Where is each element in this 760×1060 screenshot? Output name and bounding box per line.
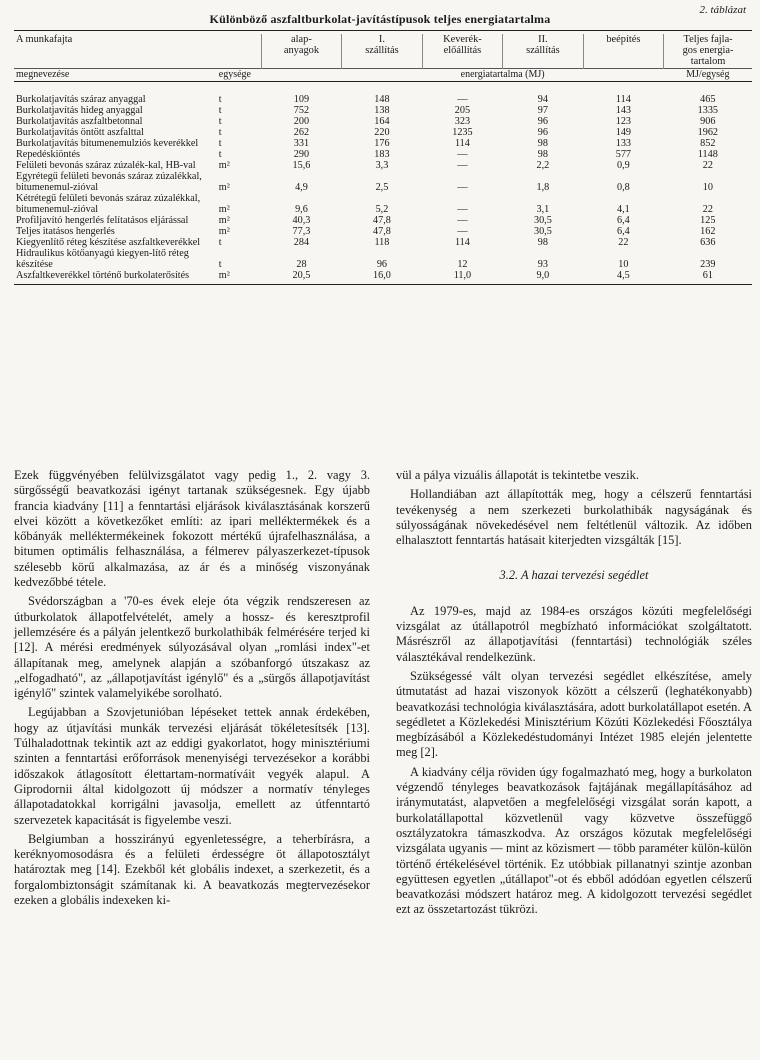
row-transport-1: 2,5 bbox=[375, 182, 389, 193]
row-transport-1: 176 bbox=[374, 138, 390, 149]
row-total-energy: 22 bbox=[702, 204, 713, 215]
row-mix-production: 205 bbox=[454, 105, 471, 116]
row-unit: t bbox=[218, 94, 222, 105]
row-unit: t bbox=[218, 149, 222, 160]
paragraph: Hollandiában azt állapították meg, hogy a célszerű fenntartási tevékenység a nem szerkezeti burkolathibák nagyságának és súlyosságának növekedésével nem feltétlenül változik. Az időben elhalasztott fenntartás hatásait kiterjedten vizsgálták [15]. bbox=[396, 487, 752, 548]
paragraph: Ezek függvényében felülvizsgálatot vagy pedig 1., 2. vagy 3. sürgősségű beavatkozási igényt tartanak szükségesnek. Egy újabb francia kiadvány [11] a fenntartási eljárások kiválasztásának korszerű elvei között a következőket említi: az ipari melléktermékek és a kőbányák melléktermékeinek fokozott mértékű újrafelhasználása, a bitumen optimális felhasználása, a félmerev pályaszerkezet-típusok szélesebb körű alkalmazása, az ár és a minőség viszonyának kedvezőbbé tétele. bbox=[14, 468, 370, 590]
row-base-materials: 200 bbox=[293, 116, 310, 127]
table-top-rule bbox=[14, 30, 752, 31]
table-number-label: 2. táblázat bbox=[699, 4, 746, 16]
row-mix-production: 1235 bbox=[452, 127, 473, 138]
header-total-energy bbox=[664, 34, 752, 69]
table-body bbox=[14, 82, 752, 285]
row-installation: 6,4 bbox=[617, 215, 630, 226]
row-total-energy: 1335 bbox=[697, 105, 718, 116]
table-row bbox=[14, 116, 752, 127]
row-mix-production: 11,0 bbox=[422, 270, 502, 285]
header-transport-2 bbox=[503, 34, 583, 69]
row-unit: m² bbox=[218, 226, 230, 237]
row-transport-2: 93 bbox=[537, 259, 548, 270]
row-unit: t bbox=[218, 116, 222, 127]
row-base-materials: 20,5 bbox=[261, 270, 341, 285]
table-row bbox=[14, 270, 752, 285]
row-transport-2: 94 bbox=[537, 94, 548, 105]
row-unit: t bbox=[218, 105, 222, 116]
paragraph: Belgiumban a hosszirányú egyenletességre, a teherbírásra, a keréknyomosodásra és a felületi érdességre öt állapotosztályt határoztak meg [14]. Ezekből két globális indexet, a szerkezetit, és a forgalombiztonságit számítanak ki. A beavatkozás megtervezésekor ezeken a globális indexeken ki- bbox=[14, 831, 370, 908]
row-transport-2: 96 bbox=[537, 127, 548, 138]
header-transport-2-text: II. szállítás bbox=[526, 34, 560, 56]
row-mix-production: — bbox=[457, 182, 468, 193]
row-base-materials: 77,3 bbox=[292, 226, 311, 237]
row-mix-production: — bbox=[457, 160, 468, 171]
row-total-energy: 906 bbox=[700, 116, 716, 127]
row-installation: 143 bbox=[615, 105, 632, 116]
table-row bbox=[14, 215, 752, 226]
header-transport-1-text: I. szállítás bbox=[365, 34, 399, 56]
header-installation bbox=[583, 34, 663, 69]
row-transport-2: 98 bbox=[537, 149, 548, 160]
row-mix-production: — bbox=[457, 226, 468, 237]
row-unit: t bbox=[218, 237, 222, 248]
paragraph: Szükségessé vált olyan tervezési segédlet elkészítése, amely útmutatást ad hazai viszonyok között a célszerű (leghatékonyabb) beavatkozási technológia kiválasztására, adott burkolatállapot esetén. A segédletet a Közlekedési Minisztérium Közúti Közlekedési Főosztálya megbízásából a Közlekedéstudományi Intézet 1985 elején jelentette meg [2]. bbox=[396, 668, 752, 760]
row-base-materials: 40,3 bbox=[292, 215, 311, 226]
row-transport-2: 9,0 bbox=[503, 270, 583, 285]
row-base-materials: 4,9 bbox=[295, 182, 308, 193]
header-total-energy-text: Teljes fajla- gos energia- tartalom bbox=[682, 34, 734, 67]
subheader-energy: energiatartalma (MJ) bbox=[342, 69, 664, 82]
row-work-type: Burkolatjavítás aszfaltbetonnal bbox=[16, 116, 143, 127]
row-installation: 149 bbox=[615, 127, 632, 138]
row-transport-1: 16,0 bbox=[342, 270, 422, 285]
row-total-energy: 465 bbox=[700, 94, 716, 105]
row-installation: 22 bbox=[618, 237, 629, 248]
header-work-type: A munkafajta bbox=[16, 34, 73, 45]
row-transport-1: 47,8 bbox=[373, 226, 391, 237]
subheader-name: megnevezése bbox=[14, 69, 217, 82]
row-work-type: Felületi bevonás száraz zúzalék-kal, HB-val bbox=[16, 160, 196, 171]
row-unit: m² bbox=[218, 215, 230, 226]
row-unit: m² bbox=[218, 160, 230, 171]
row-base-materials: 284 bbox=[293, 237, 310, 248]
row-total-energy: 162 bbox=[700, 226, 716, 237]
row-work-type: Repedéskiöntés bbox=[16, 149, 80, 160]
row-work-type: Burkolatjavítás bitumenemulziós keverékkel bbox=[16, 138, 199, 149]
row-unit: t bbox=[218, 127, 222, 138]
row-unit: m² bbox=[218, 204, 230, 215]
table-row bbox=[14, 226, 752, 237]
row-transport-2: 98 bbox=[537, 237, 548, 248]
header-mix-production bbox=[422, 34, 502, 69]
row-transport-2: 98 bbox=[537, 138, 548, 149]
row-base-materials: 262 bbox=[293, 127, 310, 138]
row-mix-production: — bbox=[457, 149, 468, 160]
row-transport-1: 96 bbox=[376, 259, 388, 270]
row-work-type: Aszfaltkeverékkel történő burkolaterősítés bbox=[14, 270, 217, 285]
row-transport-2: 96 bbox=[537, 116, 548, 127]
header-base-materials bbox=[261, 34, 341, 69]
row-transport-1: 148 bbox=[374, 94, 390, 105]
row-base-materials: 15,6 bbox=[292, 160, 311, 171]
row-unit: m² bbox=[218, 182, 230, 193]
row-total-energy: 636 bbox=[700, 237, 716, 248]
paragraph: Legújabban a Szovjetunióban lépéseket tettek annak érdekében, hogy az útjavítási munkák tervezési eljárását tökéletesítsék [13]. Túlhaladottnak tekintik azt az eddigi gyakorlatot, hogy minisztériumi szinten a fenntartási erőforrások menenyiségi tervezésekor a korábbi időszakok átlagosított élettartam-normatíváit vegyék alapul. A Giprodornii által kidolgozott új módszer a normatív tényleges állapotadatokkal korrigálni javasolja, emellett az útfenntartó szervezetek kapacitását is figyelembe veszi. bbox=[14, 705, 370, 827]
row-transport-2: 3,1 bbox=[536, 204, 550, 215]
table-row bbox=[14, 105, 752, 116]
header-base-materials-text: alap- anyagok bbox=[283, 34, 320, 56]
table-row bbox=[14, 149, 752, 160]
row-transport-2: 30,5 bbox=[533, 215, 552, 226]
subheader-unit: egysége bbox=[217, 69, 342, 82]
row-work-type: Teljes itatásos hengerlés bbox=[16, 226, 115, 237]
row-transport-1: 3,3 bbox=[375, 160, 389, 171]
row-transport-2: 2,2 bbox=[536, 160, 550, 171]
row-transport-1: 47,8 bbox=[373, 215, 391, 226]
row-total-energy: 1148 bbox=[697, 149, 718, 160]
energy-content-table bbox=[14, 34, 752, 285]
table-title: Különböző aszfaltburkolat-javítástípusok teljes energiatartalma bbox=[209, 12, 551, 26]
row-installation: 133 bbox=[615, 138, 632, 149]
row-total-energy: 239 bbox=[700, 259, 716, 270]
header-transport-1 bbox=[342, 34, 422, 69]
row-total-energy: 852 bbox=[700, 138, 716, 149]
row-transport-1: 118 bbox=[374, 237, 390, 248]
row-work-type: Burkolatjavítás hideg anyaggal bbox=[16, 105, 143, 116]
row-transport-2: 1,8 bbox=[536, 182, 550, 193]
row-transport-1: 138 bbox=[374, 105, 390, 116]
table-row bbox=[14, 160, 752, 171]
row-base-materials: 290 bbox=[293, 149, 310, 160]
paragraph: A kiadvány célja röviden úgy fogalmazható meg, hogy a burkolaton végzendő tényleges beavatkozások fajtájának megállapításához ad iránymutatást, alapvetően a megfelelőségi vizsgálat során kapott, a burkolatállapottal közvetlenül vagy közvetve összefüggő osztályzatokra támaszkodva. Az országos közutak megfelelőségi vizsgálata ugyanis — mint az közismert — több paraméter külön-külön történő értékelésével történik. Ez utóbbiak pillanatnyi szintje azonban együttesen egyetlen „útállapot"-ot és ebből adódóan egyetlen célszerű beavatkozási módszert határoz meg. A kidolgozott tervezési segédlet ezt az összetartozást tükrözi. bbox=[396, 764, 752, 917]
row-installation: 123 bbox=[615, 116, 632, 127]
table-row bbox=[14, 237, 752, 248]
header-unit-blank bbox=[217, 34, 261, 69]
row-work-type: Egyrétegű felületi bevonás száraz zúzalékkal, bitumenemul-zióval bbox=[16, 171, 202, 193]
row-unit: m² bbox=[217, 270, 261, 285]
row-work-type: Burkolatjavítás száraz anyaggal bbox=[16, 94, 146, 105]
paragraph: Az 1979-es, majd az 1984-es országos közúti megfelelőségi vizsgálat az útállapotról megbízható információkat szolgáltatott. Másrészről az állapotjavítási (fenntartási) technológiák széles választékával rendelkezünk. bbox=[396, 603, 752, 664]
table-row bbox=[14, 94, 752, 105]
row-total-energy: 61 bbox=[664, 270, 752, 285]
left-text-column bbox=[14, 468, 370, 912]
row-mix-production: — bbox=[457, 215, 468, 226]
row-total-energy: 1962 bbox=[697, 127, 718, 138]
row-installation: 0,9 bbox=[617, 160, 630, 171]
row-mix-production: 323 bbox=[454, 116, 471, 127]
row-mix-production: — bbox=[457, 94, 468, 105]
right-text-column bbox=[396, 468, 752, 922]
header-installation-text: beépítés bbox=[606, 34, 641, 45]
row-work-type: Profiljavító hengerlés felítatásos eljárással bbox=[16, 215, 189, 226]
row-transport-1: 5,2 bbox=[375, 204, 389, 215]
header-mix-production-text: Keverék- előállítás bbox=[443, 34, 482, 56]
row-unit: t bbox=[218, 259, 222, 270]
row-work-type: Kétrétegű felületi bevonás száraz zúzalékkal, bitumenemul-zióval bbox=[16, 193, 201, 215]
row-work-type: Hidraulikus kötőanyagú kiegyen-lítő réteg készítése bbox=[16, 248, 189, 270]
row-transport-1: 164 bbox=[374, 116, 390, 127]
paragraph: vül a pálya vizuális állapotát is tekintetbe veszik. bbox=[396, 468, 639, 482]
section-heading: 3.2. A hazai tervezési segédlet bbox=[499, 568, 649, 583]
row-base-materials: 331 bbox=[293, 138, 310, 149]
row-transport-1: 220 bbox=[374, 127, 390, 138]
row-transport-2: 97 bbox=[537, 105, 548, 116]
row-installation: 0,8 bbox=[617, 182, 630, 193]
row-base-materials: 752 bbox=[293, 105, 310, 116]
row-base-materials: 109 bbox=[293, 94, 310, 105]
row-mix-production: 12 bbox=[457, 259, 468, 270]
row-base-materials: 28 bbox=[296, 259, 307, 270]
table-row bbox=[14, 193, 752, 215]
row-work-type: Burkolatjavítás öntött aszfalttal bbox=[16, 127, 144, 138]
paragraph: Svédországban a '70-es évek eleje óta végzik rendszeresen az útburkolatok állapotfelvételét, amely a hossz- és keresztprofil jellemzésére és a pályán jelentkező burkolathibák felmérésére terjed ki [12]. A mérési eredmények súlyozásával olyan „romlási index"-et állapítanak meg, amelynek alapján a szóbanforgó útszakasz az „elfogadható", az „állapotjavítást igénylő" és a „sürgős állapotjavítást igénylő" szintek valamelyikébe sorolható. bbox=[14, 594, 370, 701]
row-installation: 4,1 bbox=[617, 204, 630, 215]
row-installation: 577 bbox=[615, 149, 632, 160]
table-row bbox=[14, 248, 752, 270]
row-mix-production: 114 bbox=[454, 237, 470, 248]
row-transport-2: 30,5 bbox=[533, 226, 552, 237]
row-installation: 114 bbox=[615, 94, 631, 105]
row-installation: 4,5 bbox=[583, 270, 663, 285]
table-row bbox=[14, 171, 752, 193]
row-unit: t bbox=[218, 138, 222, 149]
row-total-energy: 125 bbox=[700, 215, 716, 226]
row-total-energy: 10 bbox=[702, 182, 713, 193]
row-mix-production: — bbox=[457, 204, 468, 215]
row-mix-production: 114 bbox=[454, 138, 470, 149]
row-transport-1: 183 bbox=[374, 149, 390, 160]
row-installation: 10 bbox=[618, 259, 629, 270]
table-row bbox=[14, 127, 752, 138]
row-total-energy: 22 bbox=[702, 160, 713, 171]
row-installation: 6,4 bbox=[617, 226, 630, 237]
table-row bbox=[14, 138, 752, 149]
row-work-type: Kiegyenlítő réteg készítése aszfaltkeverékkel bbox=[16, 237, 201, 248]
subheader-total-unit: MJ/egység bbox=[664, 69, 752, 82]
row-base-materials: 9,6 bbox=[295, 204, 308, 215]
